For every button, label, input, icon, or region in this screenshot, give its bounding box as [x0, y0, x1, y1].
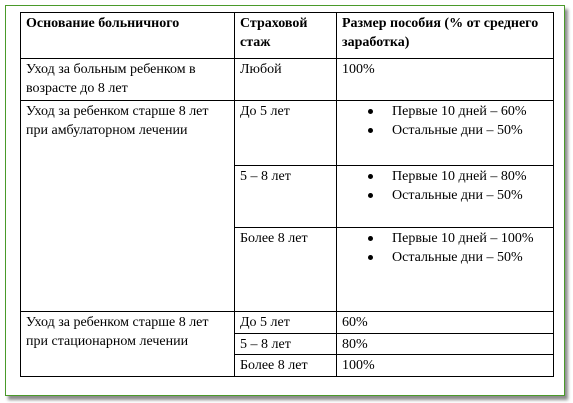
list-item: Первые 10 дней – 100%	[342, 229, 548, 248]
benefit-cell: 100%	[337, 355, 554, 377]
experience-cell: Любой	[235, 59, 337, 101]
table-row	[21, 312, 554, 334]
reason-cell: Уход за ребенком старше 8 лет при амбулаторном лечении	[21, 101, 235, 312]
table-row	[21, 59, 554, 101]
list-item: Остальные дни – 50%	[342, 186, 548, 205]
table-header-row	[21, 13, 554, 59]
header-experience: Страховой стаж	[235, 13, 337, 59]
benefit-list	[342, 102, 548, 140]
experience-cell: 5 – 8 лет	[235, 166, 337, 228]
list-item: Остальные дни – 50%	[342, 248, 548, 267]
experience-cell: До 5 лет	[235, 101, 337, 166]
table-row	[21, 101, 554, 166]
benefit-cell: 100%	[337, 59, 554, 101]
benefit-cell: 60%	[337, 312, 554, 334]
benefit-cell	[337, 101, 554, 166]
list-item: Первые 10 дней – 80%	[342, 167, 548, 186]
list-item: Первые 10 дней – 60%	[342, 102, 548, 121]
header-benefit: Размер пособия (% от среднего заработка)	[337, 13, 554, 59]
header-reason: Основание больничного	[21, 13, 235, 59]
benefit-cell: 80%	[337, 334, 554, 355]
experience-cell: 5 – 8 лет	[235, 334, 337, 355]
benefit-cell	[337, 166, 554, 228]
benefits-table	[20, 12, 554, 377]
experience-cell: Более 8 лет	[235, 228, 337, 312]
experience-cell: До 5 лет	[235, 312, 337, 334]
reason-cell: Уход за больным ребенком в возрасте до 8 лет	[21, 59, 235, 101]
reason-cell: Уход за ребенком старше 8 лет при стационарном лечении	[21, 312, 235, 377]
benefit-list	[342, 167, 548, 205]
benefit-list	[342, 229, 548, 267]
list-item: Остальные дни – 50%	[342, 121, 548, 140]
benefit-cell	[337, 228, 554, 312]
experience-cell: Более 8 лет	[235, 355, 337, 377]
